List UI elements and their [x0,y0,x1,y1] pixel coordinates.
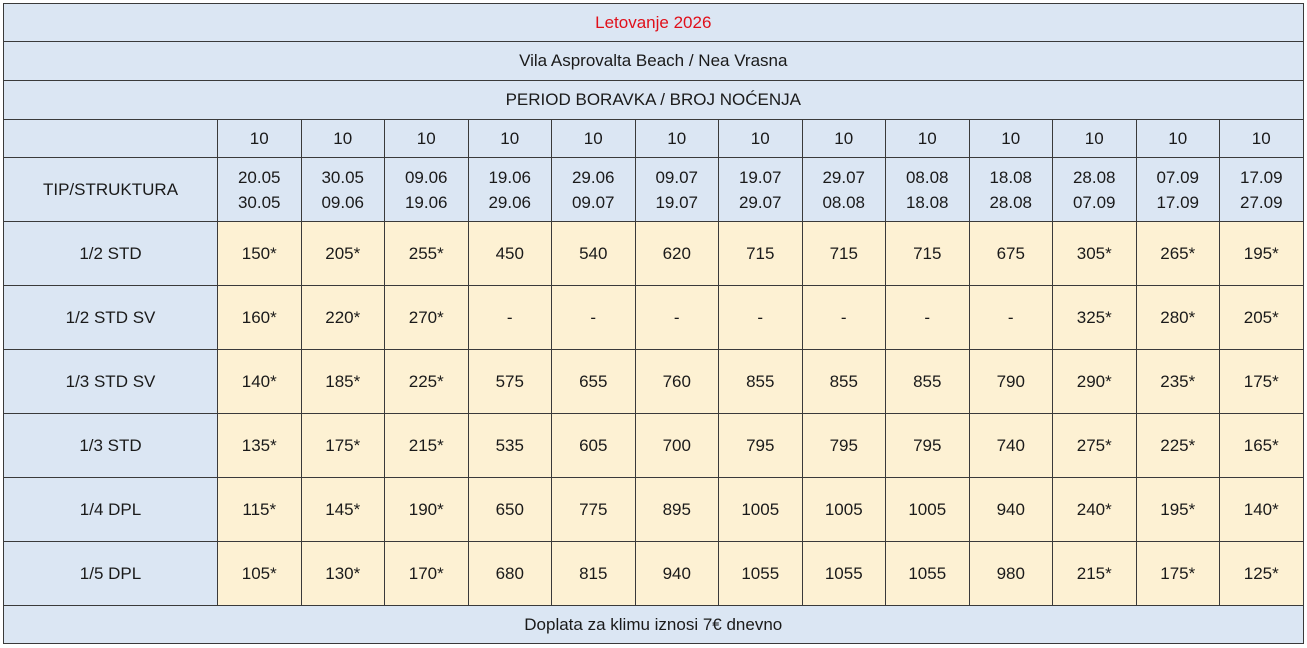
period-cell [1136,158,1220,222]
room-type-label: 1/3 STD SV [4,350,218,414]
price-cell: 740 [969,414,1053,478]
table-row [4,478,1304,542]
period-from: 07.09 [1156,167,1200,187]
period-cell [301,158,385,222]
price-cell: 675 [969,222,1053,286]
nights-cell: 10 [552,120,636,158]
hotel-name: Vila Asprovalta Beach / Nea Vrasna [4,42,1304,81]
price-cell: 980 [969,542,1053,606]
period-cell [218,158,302,222]
period-to: 29.06 [488,192,532,212]
footer-note: Doplata za klimu iznosi 7€ dnevno [4,606,1304,644]
period-cell [969,158,1053,222]
period-from: 09.06 [404,167,448,187]
price-cell: 1055 [886,542,970,606]
price-cell: 280* [1136,286,1220,350]
nights-cell: 10 [635,120,719,158]
price-table-container [3,3,1303,644]
price-cell: 145* [301,478,385,542]
room-type-label: 1/2 STD [4,222,218,286]
price-cell: 275* [1053,414,1137,478]
price-cell: 325* [1053,286,1137,350]
price-cell: 115* [218,478,302,542]
price-cell: 795 [802,414,886,478]
room-type-label: 1/3 STD [4,414,218,478]
period-from: 29.06 [571,167,615,187]
period-cell [385,158,469,222]
price-cell: 175* [301,414,385,478]
period-to: 17.09 [1156,192,1200,212]
price-cell: 185* [301,350,385,414]
price-cell: 620 [635,222,719,286]
price-cell: 940 [635,542,719,606]
price-cell: - [969,286,1053,350]
price-cell: 130* [301,542,385,606]
price-cell: 140* [1220,478,1304,542]
period-from: 29.07 [822,167,866,187]
table-title [4,4,1304,42]
room-type-label: 1/5 DPL [4,542,218,606]
period-cell [1053,158,1137,222]
price-cell: 700 [635,414,719,478]
period-header: PERIOD BORAVKA / BROJ NOĆENJA [4,81,1304,120]
price-cell: 290* [1053,350,1137,414]
nights-cell: 10 [1220,120,1304,158]
nights-cell: 10 [719,120,803,158]
table-row [4,414,1304,478]
price-cell: 815 [552,542,636,606]
price-cell: 190* [385,478,469,542]
price-cell: 715 [719,222,803,286]
price-cell: 680 [468,542,552,606]
period-to: 29.07 [738,192,782,212]
price-cell: 795 [886,414,970,478]
period-from: 18.08 [989,167,1033,187]
price-cell: 215* [385,414,469,478]
price-cell: 790 [969,350,1053,414]
price-cell: 535 [468,414,552,478]
price-cell: 170* [385,542,469,606]
price-cell: 205* [301,222,385,286]
nights-cell: 10 [802,120,886,158]
price-cell: - [468,286,552,350]
price-table [3,3,1304,644]
period-to: 19.06 [404,192,448,212]
price-cell: 605 [552,414,636,478]
price-cell: 255* [385,222,469,286]
period-cell [468,158,552,222]
price-cell: 240* [1053,478,1137,542]
price-cell: 1055 [719,542,803,606]
price-cell: 540 [552,222,636,286]
price-cell: 575 [468,350,552,414]
price-cell: 175* [1220,350,1304,414]
price-cell: 715 [802,222,886,286]
nights-cell: 10 [1136,120,1220,158]
nights-cell: 10 [218,120,302,158]
period-cell [719,158,803,222]
period-cell [635,158,719,222]
nights-cell: 10 [468,120,552,158]
period-to: 18.08 [905,192,949,212]
price-cell: 235* [1136,350,1220,414]
period-to: 08.08 [822,192,866,212]
nights-cell: 10 [301,120,385,158]
period-from: 17.09 [1239,167,1283,187]
price-cell: 270* [385,286,469,350]
price-cell: 105* [218,542,302,606]
price-cell: - [552,286,636,350]
price-cell: 1005 [719,478,803,542]
period-to: 19.07 [655,192,699,212]
period-cell [552,158,636,222]
price-cell: 150* [218,222,302,286]
price-cell: 195* [1220,222,1304,286]
period-cell [886,158,970,222]
table-row [4,286,1304,350]
period-to: 09.06 [321,192,365,212]
period-from: 20.05 [237,167,281,187]
price-cell: 160* [218,286,302,350]
nights-cell: 10 [385,120,469,158]
dates-row [4,158,1304,222]
nights-row [4,120,1304,158]
price-cell: 895 [635,478,719,542]
price-cell: 265* [1136,222,1220,286]
table-row [4,350,1304,414]
price-cell: - [802,286,886,350]
price-cell: 650 [468,478,552,542]
price-cell: 855 [886,350,970,414]
price-cell: 775 [552,478,636,542]
price-cell: 305* [1053,222,1137,286]
price-cell: 135* [218,414,302,478]
price-cell: 125* [1220,542,1304,606]
nights-cell: 10 [1053,120,1137,158]
price-cell: 855 [802,350,886,414]
period-from: 09.07 [655,167,699,187]
room-type-label: 1/4 DPL [4,478,218,542]
room-type-label: 1/2 STD SV [4,286,218,350]
price-cell: 795 [719,414,803,478]
period-to: 30.05 [237,192,281,212]
type-header: TIP/STRUKTURA [4,158,218,222]
period-to: 09.07 [571,192,615,212]
price-cell: - [886,286,970,350]
period-cell [1220,158,1304,222]
period-from: 30.05 [321,167,365,187]
price-cell: 140* [218,350,302,414]
price-cell: - [719,286,803,350]
table-row [4,222,1304,286]
blank-corner-cell [4,120,218,158]
price-cell: 760 [635,350,719,414]
price-cell: 450 [468,222,552,286]
price-cell: 715 [886,222,970,286]
price-cell: 205* [1220,286,1304,350]
period-to: 07.09 [1072,192,1116,212]
nights-cell: 10 [969,120,1053,158]
period-from: 19.07 [738,167,782,187]
table-row [4,542,1304,606]
price-cell: 655 [552,350,636,414]
price-cell: 225* [1136,414,1220,478]
price-cell: 215* [1053,542,1137,606]
price-cell: 1005 [802,478,886,542]
period-from: 28.08 [1072,167,1116,187]
price-cell: 855 [719,350,803,414]
price-cell: 175* [1136,542,1220,606]
period-cell [802,158,886,222]
price-cell: 195* [1136,478,1220,542]
price-cell: 940 [969,478,1053,542]
period-to: 28.08 [989,192,1033,212]
price-cell: 165* [1220,414,1304,478]
price-cell: - [635,286,719,350]
period-to: 27.09 [1239,192,1283,212]
price-cell: 1055 [802,542,886,606]
price-cell: 1005 [886,478,970,542]
title-text: Letovanje 2026 [595,12,712,32]
nights-cell: 10 [886,120,970,158]
price-cell: 225* [385,350,469,414]
period-from: 08.08 [905,167,949,187]
price-cell: 220* [301,286,385,350]
period-from: 19.06 [488,167,532,187]
